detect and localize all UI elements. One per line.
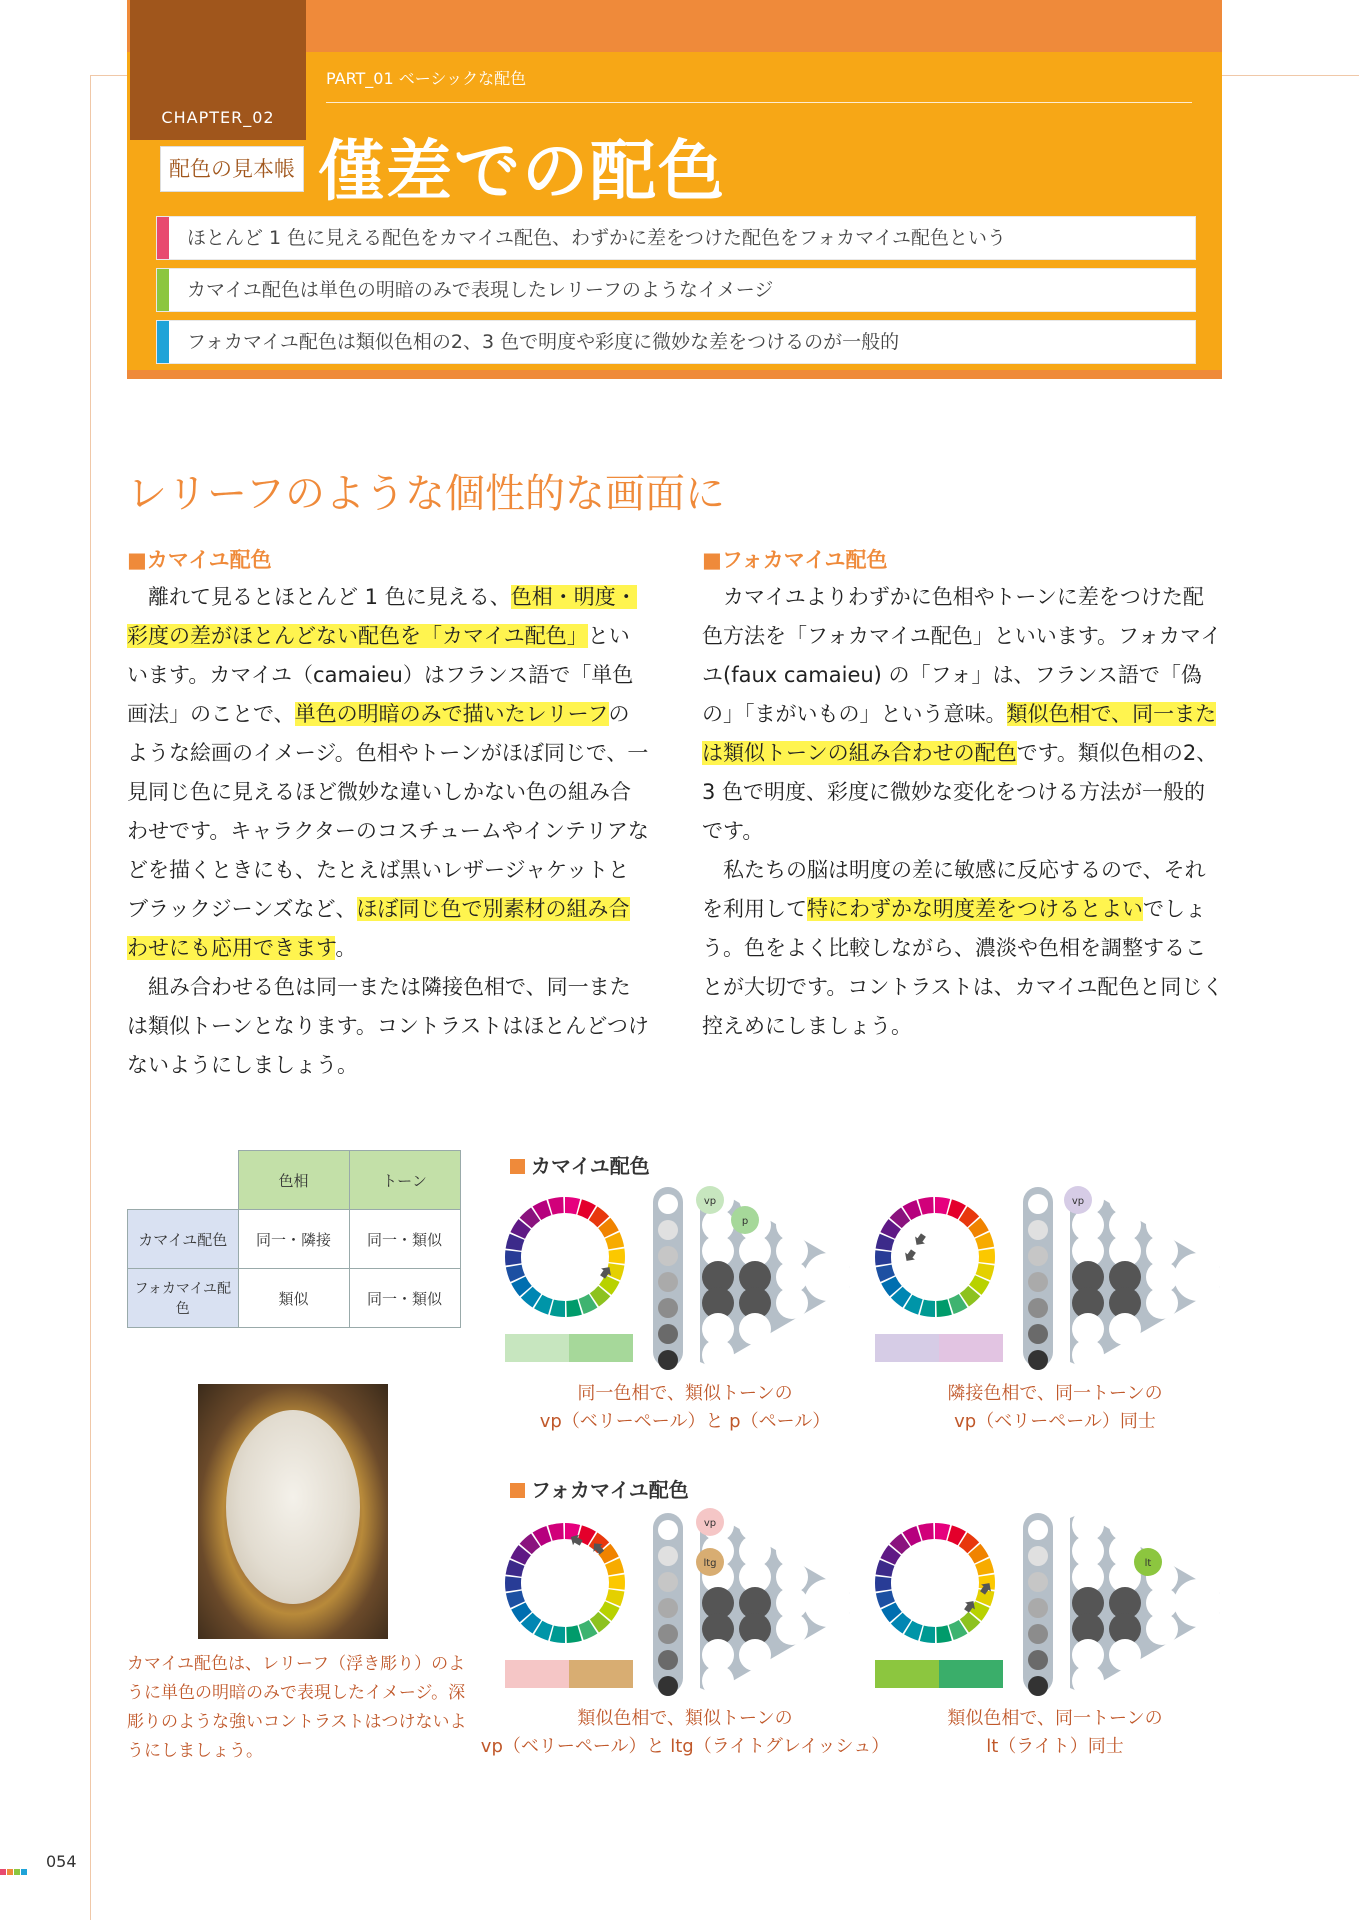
diagram-caption: 同一色相で、類似トーンの vp（ベリーペール）と p（ペール） — [539, 1383, 831, 1432]
table-cell: 類似 — [238, 1269, 349, 1328]
page-title: 僅差での配色 — [318, 133, 726, 210]
color-swatch — [939, 1660, 1003, 1688]
gray-dot — [1028, 1676, 1048, 1696]
table-cell: 同一・類似 — [349, 1210, 460, 1269]
left-heading: ■カマイユ配色 — [127, 548, 272, 572]
tone-tag: vp — [703, 1196, 717, 1207]
gray-dot — [1028, 1650, 1048, 1670]
camaieu-diagram-heading: カマイユ配色 — [510, 1150, 650, 1179]
bullet-text: ほとんど 1 色に見える配色をカマイユ配色、わずかに差をつけた配色をフォカマイユ配色という — [187, 227, 1006, 249]
part-label: PART_01 ベーシックな配色 — [326, 69, 527, 88]
page-color-bar — [0, 1860, 28, 1879]
color-swatch — [875, 1660, 939, 1688]
bullet-text: カマイユ配色は単色の明暗のみで表現したレリーフのようなイメージ — [187, 279, 774, 301]
left-paragraph: 離れて見るとほとんど 1 色に見える、色相・明度・彩度の差がほとんどない配色を「カマイユ配色」といいます。カマイユ（camaieu）はフランス語で「単色画法」のことで、単色の明暗のみで描いたレリーフのような絵画のイメージ。色相やトーンがほぼ同じで、一見同じ色に見えるほど微妙な違いしかない色の組み合わせです。キャラクターのコスチュームやインテリアなどを描くときにも、たとえば黒いレザージャケットとブラックジーンズなど、ほぼ同じ色で別素材の組み合わせにも応用できます。 — [127, 585, 649, 960]
faux-diagram-heading: フォカマイユ配色 — [510, 1474, 689, 1503]
gray-dot — [1028, 1520, 1048, 1540]
hue-segment — [936, 1625, 952, 1643]
hue-segment — [918, 1523, 934, 1541]
page-number: 054 — [46, 1852, 77, 1871]
gray-dot — [1028, 1598, 1048, 1618]
table-header: 色相 — [238, 1151, 349, 1210]
photo-caption: カマイユ配色は、レリーフ（浮き彫り）のように単色の明暗のみで表現したイメージ。深彫りのような強いコントラストはつけないようにしましょう。 — [127, 1654, 467, 1761]
bullet-text: フォカマイユ配色は類似色相の2、3 色で明度や彩度に微妙な差をつけるのが一般的 — [187, 331, 900, 353]
table-cell: 同一・類似 — [349, 1269, 460, 1328]
right-heading: ■フォカマイユ配色 — [702, 548, 888, 572]
tone-tag: ltg — [703, 1558, 717, 1569]
table-header: トーン — [349, 1151, 460, 1210]
tone-tag: p — [741, 1216, 749, 1227]
table-cell: 同一・隣接 — [238, 1210, 349, 1269]
tone-tag: vp — [1071, 1196, 1085, 1207]
right-paragraph: カマイユよりわずかに色相やトーンに差をつけた配色方法を「フォカマイユ配色」といいます。フォカマイユ(faux camaieu) の「フォ」は、フランス語で「偽の」「まがいもの」という意味。類似色相で、同一または類似トーンの組み合わせの配色です。類似色相の2、3 色で明度、彩度に微妙な変化をつける方法が一般的です。 — [702, 585, 1222, 843]
hue-segment — [935, 1523, 950, 1540]
gray-dot — [1028, 1572, 1048, 1592]
tone-dot — [1109, 1639, 1141, 1671]
left-paragraph: 組み合わせる色は同一または隣接色相で、同一または類似トーンとなります。コントラストはほとんどつけないようにしましょう。 — [127, 975, 649, 1077]
diagram-caption: 類似色相で、類似トーンの vp（ベリーペール）と ltg（ライトグレイッシュ） — [480, 1708, 890, 1757]
right-paragraph: 私たちの脳は明度の差に敏感に反応するので、それを利用して特にわずかな明度差をつけるとよいでしょう。色をよく比較しながら、濃淡や色相を調整することが大切です。コントラストは、カマイユ配色と同じく控えめにしましょう。 — [702, 858, 1224, 1038]
diagram-caption: 隣接色相で、同一トーンの vp（ベリーペール）同士 — [947, 1383, 1163, 1432]
table-row-label: カマイユ配色 — [128, 1210, 239, 1269]
diagram-caption: 類似色相で、同一トーンの lt（ライト）同士 — [947, 1708, 1163, 1757]
tone-tag: vp — [703, 1518, 717, 1529]
chapter-label: CHAPTER_02 — [161, 108, 275, 127]
tone-dot — [1072, 1665, 1104, 1697]
tone-tag: lt — [1144, 1558, 1152, 1569]
book-chip: 配色の見本帳 — [160, 146, 304, 192]
hue-segment — [875, 1576, 891, 1591]
tone-dot — [1174, 1579, 1222, 1627]
gray-dot — [1028, 1546, 1048, 1566]
tone-dot — [1146, 1613, 1178, 1645]
section-title: レリーフのような個性的な画面に — [127, 471, 725, 517]
gray-dot — [1028, 1624, 1048, 1644]
table-row-label: フォカマイユ配色 — [128, 1269, 239, 1328]
hue-segment — [920, 1626, 935, 1643]
